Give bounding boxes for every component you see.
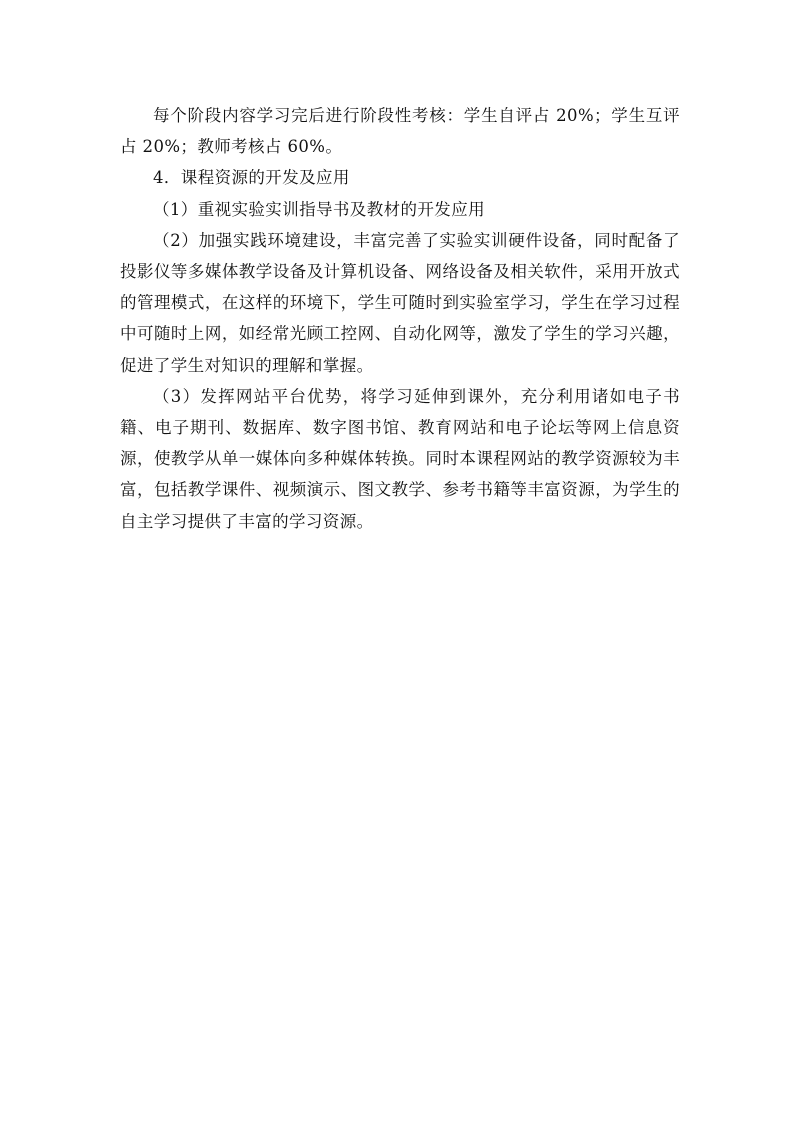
section-heading-course-resources: 4．课程资源的开发及应用 (153, 168, 350, 188)
paragraph-item-1: （1）重视实验实训指导书及教材的开发应用 (153, 199, 485, 219)
paragraph-assessment: 每个阶段内容学习完后进行阶段性考核：学生自评占 20%；学生互评占 20%；教师考核占 60%。 (120, 106, 680, 157)
paragraph-item-3: （3）发挥网站平台优势，将学习延伸到课外，充分利用诸如电子书籍、电子期刊、数据库、数字图书馆、教育网站和电子论坛等网上信息资源，使教学从单一媒体向多种媒体转换。同时本课程网站的教学资源较为丰富，包括教学课件、视频演示、图文教学、参考书籍等丰富资源，为学生的自主学习提供了丰富的学习资源。 (120, 386, 680, 531)
paragraph-item-2: （2）加强实践环境建设，丰富完善了实验实训硬件设备，同时配备了投影仪等多媒体教学设备及计算机设备、网络设备及相关软件，采用开放式的管理模式，在这样的环境下，学生可随时到实验室学习，学生在学习过程中可随时上网，如经常光顾工控网、自动化网等，激发了学生的学习兴趣，促进了学生对知识的理解和掌握。 (120, 230, 680, 375)
document-body (120, 100, 680, 537)
